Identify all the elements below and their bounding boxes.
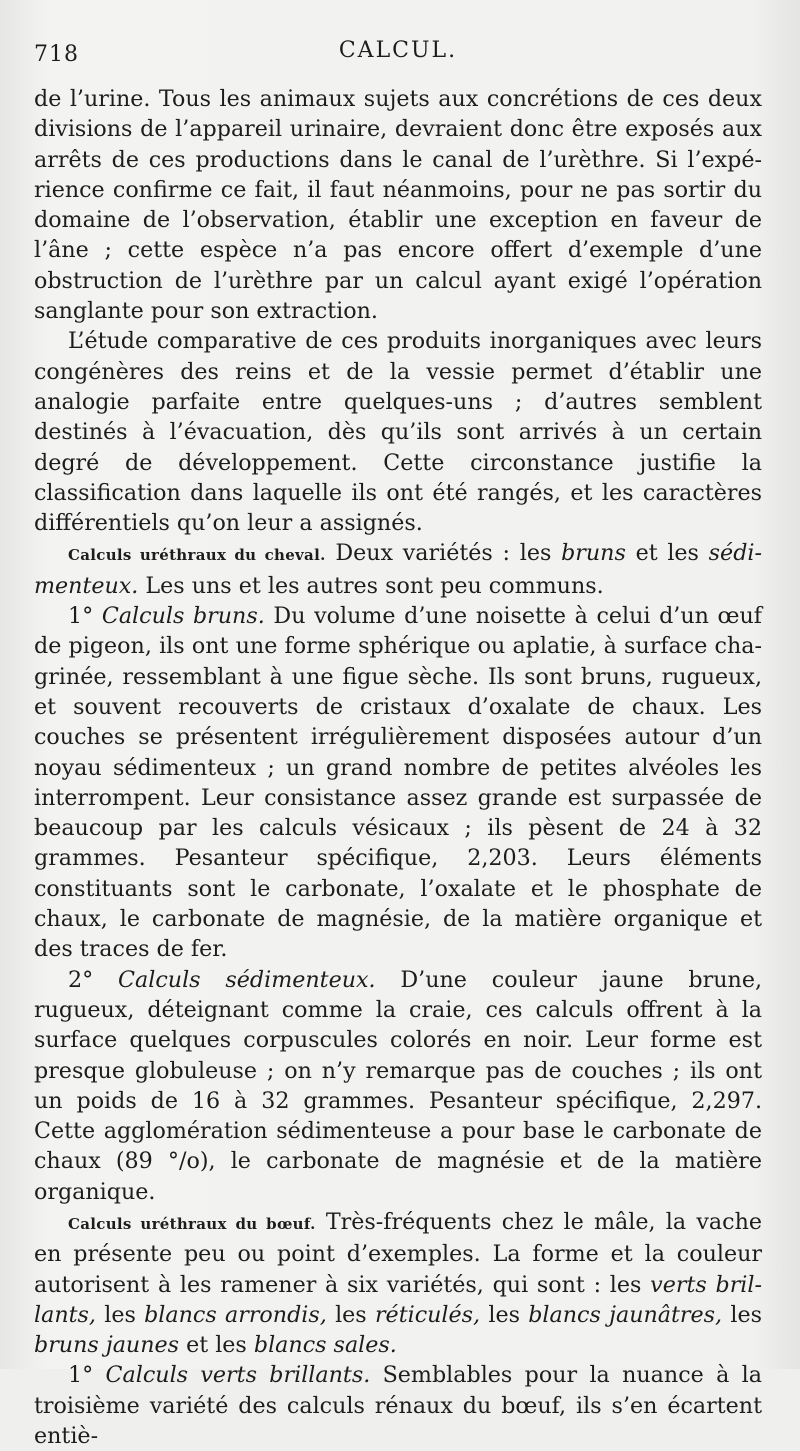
- italic-text: blancs arrondis,: [144, 1301, 327, 1328]
- text-run: de l’urine. Tous les animaux sujets aux concrétions de ces deux divisions de l’appareil urinaire, devraient donc être exposés aux arrêts de ces productions dans le canal de l’urèthre. Si l’expérience confirme ce fait, il faut néanmoins, pour ne pas sortir du domaine de l’observation, établir une exception en faveur de l’âne ; cette espèce n’a pas encore offert d’exemple d’une obstruction de l’urèthre par un calcul ayant exigé l’opération sanglante pour son extraction.: [34, 86, 762, 325]
- text-run: Deux variétés : les: [325, 540, 562, 567]
- page-header: [34, 38, 762, 84]
- text-run: et les: [625, 540, 709, 567]
- running-title: CALCUL.: [338, 38, 458, 63]
- text-run: Très-fréquents chez le mâle, la vache en présente peu ou point d’exemples. La forme et la couleur autorisent à les ramener à six variétés, qui sont : les: [34, 1208, 762, 1298]
- paragraph: [34, 326, 762, 538]
- text-run: L’étude comparative de ces produits inorganiques avec leurs congénères des reins et de la vessie permet d’établir une analogie parfaite entre quelques-uns ; d’autres semblent destinés à l’évacuation, dès qu’ils sont arrivés à un certain degré de développement. Cette circonstance justifie la classification dans laquelle ils ont été rangés, et les caractères différentiels qu’on leur a assignés.: [34, 328, 762, 537]
- text-run: et les: [179, 1332, 254, 1359]
- italic-text: bruns jaunes: [34, 1332, 180, 1359]
- text-run: 2°: [68, 966, 119, 993]
- section-heading: Calculs uréthraux du bœuf.: [68, 1214, 316, 1233]
- italic-text: verts brillants,: [34, 1271, 762, 1328]
- paragraph: [34, 1360, 762, 1451]
- text-run: 1°: [68, 603, 102, 630]
- paragraph: [34, 965, 762, 1207]
- text-run: les: [326, 1301, 375, 1328]
- italic-text: bruns: [561, 540, 626, 567]
- text-run: les: [95, 1301, 145, 1328]
- page-number: 718: [34, 42, 79, 67]
- paragraph: [34, 1207, 762, 1360]
- italic-text: Calculs verts brillants.: [105, 1362, 371, 1389]
- paragraph: [34, 84, 762, 326]
- text-run: les: [480, 1301, 529, 1328]
- italic-text: blancs sales.: [253, 1332, 397, 1359]
- paragraph: [34, 538, 762, 601]
- section-heading: Calculs uréthraux du cheval.: [68, 546, 326, 565]
- italic-text: Calculs bruns.: [101, 603, 265, 630]
- italic-text: réticulés,: [374, 1301, 481, 1328]
- italic-text: Calculs sédimenteux.: [118, 966, 376, 993]
- text-run: Du volume d’une noisette à celui d’un œuf de pigeon, ils ont une forme sphérique ou aplatie, à surface chagrinée, ressemblant à une figue sèche. Ils sont bruns, rugueux, et souvent recouverts de cristaux d’oxalate de chaux. Les couches se présentent irrégulièrement disposées autour d’un noyau sédimenteux ; un grand nombre de petites alvéoles les interrompent. Leur consistance assez grande est surpassée de beaucoup par les calculs vésicaux ; ils pèsent de 24 à 32 grammes. Pesanteur spécifique, 2,203. Leurs éléments constituants sont le carbonate, l’oxalate et le phosphate de chaux, le carbonate de magnésie, de la matière organique et des traces de fer.: [34, 603, 763, 963]
- text-run: 1°: [68, 1362, 106, 1389]
- text-run: Les uns et les autres sont peu communs.: [138, 572, 604, 599]
- text-run: les: [722, 1301, 762, 1328]
- text-run: D’une couleur jaune brune, rugueux, déteignant comme la craie, ces calculs offrent à la surface quelques corpuscules colorés en noir. Leur forme est presque globuleuse ; on n’y remarque pas de couches ; ils ont un poids de 16 à 32 grammes. Pesanteur spécifique, 2,297. Cette agglomération sédimenteuse a pour base le carbonate de chaux (89 °/o), le carbonate de magnésie et de la matière organique.: [34, 966, 763, 1205]
- body-text: [34, 84, 762, 1451]
- text-run: Semblables pour la nuance à la troisième variété des calculs rénaux du bœuf, ils s’en écartent entiè-: [34, 1362, 762, 1450]
- paragraph: [34, 601, 762, 965]
- italic-text: blancs jaunâtres,: [528, 1301, 723, 1328]
- italic-text: sédimenteux.: [34, 540, 762, 599]
